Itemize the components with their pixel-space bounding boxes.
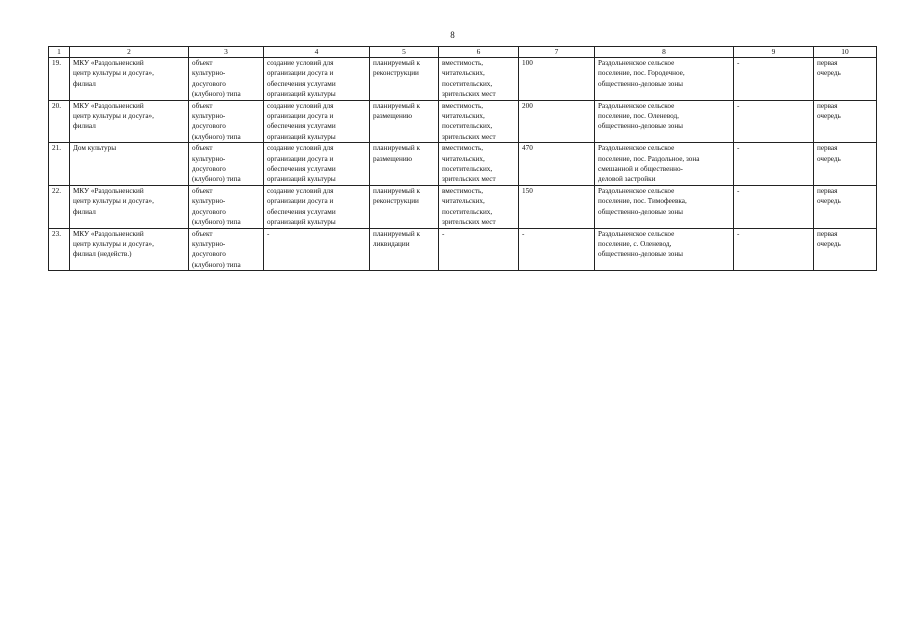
table-row: [49, 58, 877, 101]
object-type-line: объект: [192, 229, 213, 238]
object-location: [595, 100, 734, 143]
object-name: [70, 228, 189, 271]
object-location-line: Раздольненское сельское: [598, 229, 675, 238]
object-status: [370, 58, 439, 101]
capacity-value: 200: [519, 100, 595, 143]
column-9-value: -: [734, 100, 814, 143]
capacity-kind-line: вместимость,: [442, 186, 484, 195]
object-purpose-line: -: [267, 229, 270, 238]
object-name-line: филиал: [73, 79, 96, 88]
implementation-stage: [814, 185, 877, 228]
object-purpose: [264, 58, 370, 101]
capacity-kind-line: посетительских,: [442, 79, 493, 88]
object-purpose-line: организации досуга и: [267, 69, 334, 78]
object-type-line: культурно-: [192, 154, 226, 163]
object-location-line: смешанной и общественно-: [598, 165, 683, 174]
column-header-3: 3: [189, 47, 264, 58]
capacity-kind: [439, 228, 519, 271]
object-type-line: культурно-: [192, 112, 226, 121]
implementation-stage-line: очередь: [817, 69, 841, 78]
object-status: [370, 228, 439, 271]
object-type-line: досугового: [192, 165, 226, 174]
object-purpose-line: создание условий для: [267, 59, 334, 67]
capacity-kind: [439, 58, 519, 101]
object-type-line: объект: [192, 59, 213, 67]
object-location-line: общественно-деловые зоны: [598, 79, 684, 88]
table-row: [49, 185, 877, 228]
object-type-line: объект: [192, 101, 213, 110]
object-type-line: (клубного) типа: [192, 132, 241, 141]
object-status-line: ликвидации: [373, 239, 410, 248]
capacity-kind-line: вместимость,: [442, 144, 484, 153]
object-location-line: Раздольненское сельское: [598, 101, 675, 110]
object-type-line: культурно-: [192, 197, 226, 206]
object-status-line: планируемый к: [373, 101, 421, 110]
object-type-line: (клубного) типа: [192, 260, 241, 269]
object-purpose-line: обеспечения услугами: [267, 79, 336, 88]
object-purpose-line: создание условий для: [267, 101, 334, 110]
object-type-line: досугового: [192, 79, 226, 88]
object-type: [189, 228, 264, 271]
capacity-kind-line: читательских,: [442, 197, 485, 206]
row-number: 19.: [49, 58, 70, 101]
object-purpose: [264, 185, 370, 228]
capacity-kind-line: зрительских мест: [442, 132, 496, 141]
object-name: [70, 143, 189, 186]
object-type-line: досугового: [192, 122, 226, 131]
column-9-value: -: [734, 58, 814, 101]
object-name-line: центр культуры и досуга»,: [73, 197, 154, 206]
capacity-kind-line: читательских,: [442, 154, 485, 163]
capacity-value: 470: [519, 143, 595, 186]
object-name-line: МКУ «Раздольненский: [73, 186, 144, 195]
capacity-kind-line: вместимость,: [442, 59, 484, 67]
object-type: [189, 58, 264, 101]
object-location: [595, 58, 734, 101]
table-row: [49, 228, 877, 271]
object-status-line: планируемый к: [373, 144, 421, 153]
capacity-kind-line: читательских,: [442, 112, 485, 121]
column-header-2: 2: [70, 47, 189, 58]
table-row: [49, 100, 877, 143]
object-purpose-line: организации досуга и: [267, 197, 334, 206]
capacity-kind-line: зрительских мест: [442, 218, 496, 227]
object-type-line: культурно-: [192, 69, 226, 78]
object-name-line: филиал: [73, 207, 96, 216]
object-type-line: досугового: [192, 207, 226, 216]
implementation-stage-line: очередь: [817, 197, 841, 206]
object-name: [70, 185, 189, 228]
capacity-kind-line: зрительских мест: [442, 90, 496, 99]
object-status: [370, 185, 439, 228]
object-location-line: Раздольненское сельское: [598, 59, 675, 67]
row-number: 20.: [49, 100, 70, 143]
column-9-value: -: [734, 143, 814, 186]
object-type: [189, 185, 264, 228]
object-name-line: центр культуры и досуга»,: [73, 112, 154, 121]
column-header-8: 8: [595, 47, 734, 58]
column-header-1: 1: [49, 47, 70, 58]
object-location-line: поселение, пос. Тимофеевка,: [598, 197, 687, 206]
object-location-line: поселение, пос. Городечное,: [598, 69, 685, 78]
object-name-line: центр культуры и досуга»,: [73, 69, 154, 78]
implementation-stage-line: первая: [817, 229, 838, 238]
capacity-kind-line: вместимость,: [442, 101, 484, 110]
object-name-line: филиал (недейств.): [73, 250, 132, 259]
object-status-line: планируемый к: [373, 229, 421, 238]
object-status-line: размещению: [373, 112, 413, 121]
capacity-kind-line: -: [442, 229, 445, 238]
object-status-line: размещению: [373, 154, 413, 163]
object-name-line: филиал: [73, 122, 96, 131]
object-location-line: общественно-деловые зоны: [598, 207, 684, 216]
implementation-stage-line: очередь: [817, 112, 841, 121]
capacity-kind: [439, 100, 519, 143]
row-number: 22.: [49, 185, 70, 228]
implementation-stage-line: очередь: [817, 239, 841, 248]
object-purpose-line: организаций культуры: [267, 218, 336, 227]
implementation-stage: [814, 228, 877, 271]
object-location: [595, 228, 734, 271]
column-9-value: -: [734, 228, 814, 271]
objects-table: [48, 46, 877, 271]
row-number: 21.: [49, 143, 70, 186]
object-location-line: общественно-деловые зоны: [598, 122, 684, 131]
row-number: 23.: [49, 228, 70, 271]
object-type-line: объект: [192, 144, 213, 153]
implementation-stage-line: первая: [817, 101, 838, 110]
object-type-line: объект: [192, 186, 213, 195]
implementation-stage-line: первая: [817, 186, 838, 195]
implementation-stage-line: первая: [817, 144, 838, 153]
object-status-line: реконструкции: [373, 69, 419, 78]
object-purpose-line: обеспечения услугами: [267, 165, 336, 174]
object-purpose-line: организации досуга и: [267, 112, 334, 121]
object-location-line: деловой застройки: [598, 175, 656, 184]
table-row: [49, 143, 877, 186]
column-header-6: 6: [439, 47, 519, 58]
implementation-stage-line: очередь: [817, 154, 841, 163]
object-purpose: [264, 143, 370, 186]
implementation-stage: [814, 143, 877, 186]
header-row: [49, 47, 877, 58]
capacity-kind-line: посетительских,: [442, 207, 493, 216]
object-status: [370, 143, 439, 186]
object-type: [189, 100, 264, 143]
object-purpose-line: обеспечения услугами: [267, 122, 336, 131]
object-location-line: поселение, с. Оленевод,: [598, 239, 672, 248]
object-location-line: Раздольненское сельское: [598, 186, 675, 195]
object-status-line: реконструкции: [373, 197, 419, 206]
object-name: [70, 58, 189, 101]
object-purpose-line: организаций культуры: [267, 132, 336, 141]
object-type: [189, 143, 264, 186]
column-header-10: 10: [814, 47, 877, 58]
object-status-line: планируемый к: [373, 59, 421, 67]
implementation-stage-line: первая: [817, 59, 838, 67]
capacity-kind-line: посетительских,: [442, 165, 493, 174]
object-name: [70, 100, 189, 143]
object-type-line: (клубного) типа: [192, 218, 241, 227]
capacity-value: -: [519, 228, 595, 271]
capacity-value: 150: [519, 185, 595, 228]
object-type-line: (клубного) типа: [192, 175, 241, 184]
object-purpose-line: организаций культуры: [267, 175, 336, 184]
capacity-value: 100: [519, 58, 595, 101]
object-purpose-line: организаций культуры: [267, 90, 336, 99]
object-purpose: [264, 228, 370, 271]
capacity-kind: [439, 143, 519, 186]
object-purpose: [264, 100, 370, 143]
column-header-5: 5: [370, 47, 439, 58]
object-type-line: досугового: [192, 250, 226, 259]
capacity-kind: [439, 185, 519, 228]
implementation-stage: [814, 100, 877, 143]
object-type-line: культурно-: [192, 239, 226, 248]
column-header-9: 9: [734, 47, 814, 58]
object-location-line: Раздольненское сельское: [598, 144, 675, 153]
capacity-kind-line: зрительских мест: [442, 175, 496, 184]
object-location: [595, 185, 734, 228]
object-purpose-line: создание условий для: [267, 186, 334, 195]
object-name-line: центр культуры и досуга»,: [73, 239, 154, 248]
column-header-4: 4: [264, 47, 370, 58]
object-status-line: планируемый к: [373, 186, 421, 195]
column-9-value: -: [734, 185, 814, 228]
object-location-line: поселение, пос. Раздольное, зона: [598, 154, 700, 163]
page-number: 8: [450, 30, 455, 40]
object-name-line: Дом культуры: [73, 144, 117, 153]
capacity-kind-line: читательских,: [442, 69, 485, 78]
object-name-line: МКУ «Раздольненский: [73, 229, 144, 238]
object-name-line: МКУ «Раздольненский: [73, 101, 144, 110]
object-location-line: общественно-деловые зоны: [598, 250, 684, 259]
object-purpose-line: обеспечения услугами: [267, 207, 336, 216]
object-status: [370, 100, 439, 143]
object-purpose-line: создание условий для: [267, 144, 334, 153]
object-location-line: поселение, пос. Оленевод,: [598, 112, 679, 121]
object-type-line: (клубного) типа: [192, 90, 241, 99]
object-purpose-line: организации досуга и: [267, 154, 334, 163]
capacity-kind-line: посетительских,: [442, 122, 493, 131]
table-body: [49, 58, 877, 271]
object-location: [595, 143, 734, 186]
implementation-stage: [814, 58, 877, 101]
object-name-line: МКУ «Раздольненский: [73, 59, 144, 67]
column-header-7: 7: [519, 47, 595, 58]
